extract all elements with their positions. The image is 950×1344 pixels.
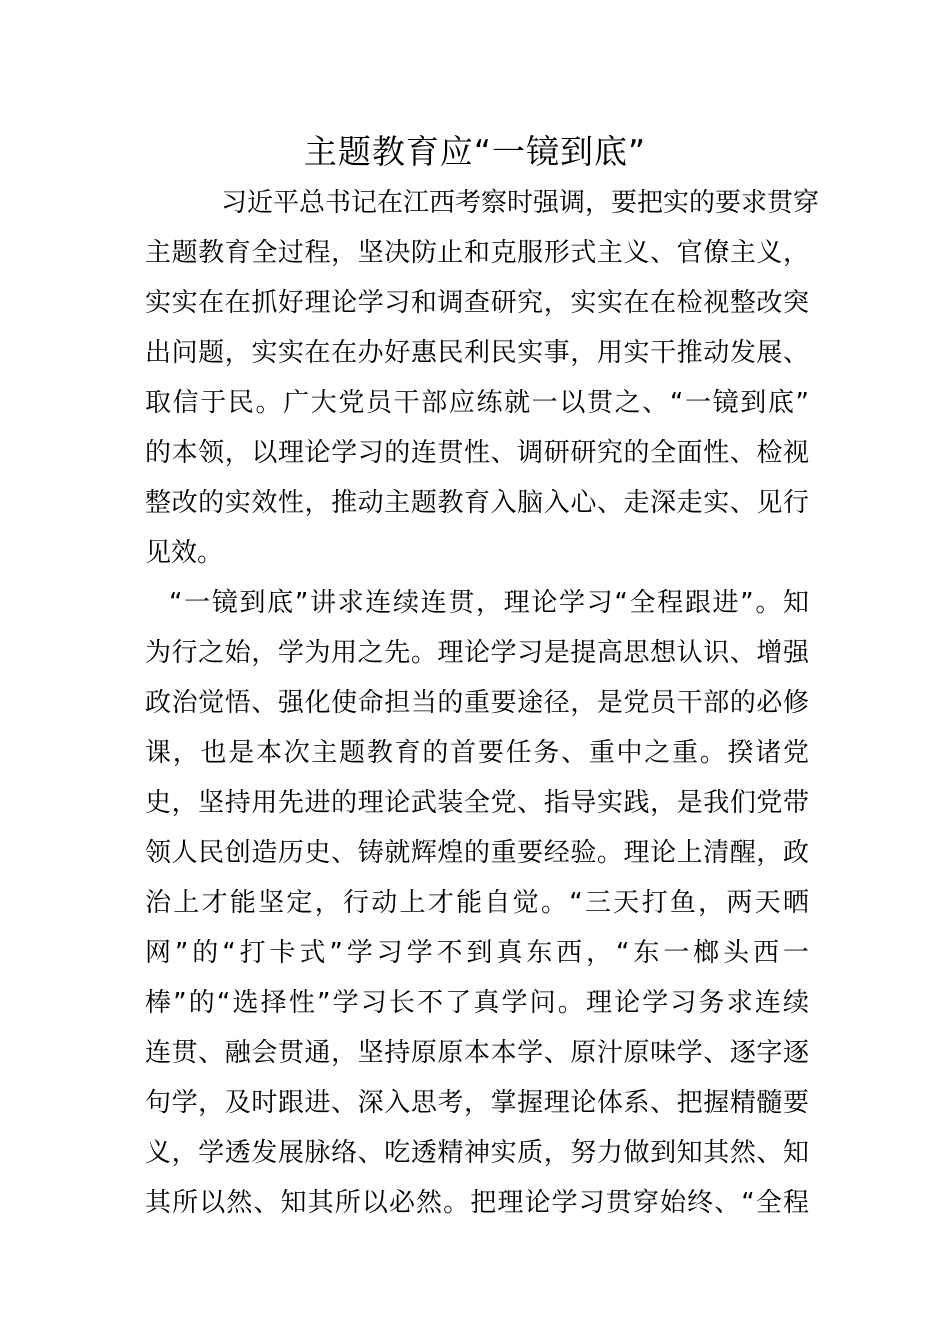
- paragraph-2-line-10: 连贯、融会贯通，坚持原原本本学、原汁原味学、逐字逐: [145, 1038, 809, 1068]
- document-title: 主题教育应“一镜到底”: [303, 132, 647, 171]
- paragraph-2-line-5: 史，坚持用先进的理论武装全党、指导实践，是我们党带: [145, 788, 809, 818]
- paragraph-2-line-13: 其所以然、知其所以必然。把理论学习贯穿始终、“全程: [145, 1188, 809, 1218]
- paragraph-2-line-2: 为行之始，学为用之先。理论学习是提高思想认识、增强: [145, 638, 809, 668]
- paragraph-2-line-11: 句学，及时跟进、深入思考，掌握理论体系、把握精髓要: [145, 1088, 809, 1118]
- paragraph-1-line-4: 出问题，实实在在办好惠民利民实事，用实干推动发展、: [145, 338, 809, 368]
- paragraph-2-line-6: 领人民创造历史、铸就辉煌的重要经验。理论上清醒，政: [145, 838, 809, 868]
- paragraph-2-line-8: 网”的“打卡式”学习学不到真东西，“东一榔头西一: [145, 938, 809, 968]
- paragraph-2-line-9: 棒”的“选择性”学习长不了真学问。理论学习务求连续: [145, 988, 809, 1018]
- paragraph-2-line-1: “一镜到底”讲求连续连贯，理论学习“全程跟进”。知: [169, 588, 809, 618]
- paragraph-1-line-2: 主题教育全过程，坚决防止和克服形式主义、官僚主义，: [145, 238, 809, 268]
- paragraph-1-line-1: 习近平总书记在江西考察时强调，要把实的要求贯穿: [221, 188, 820, 218]
- paragraph-1-line-5: 取信于民。广大党员干部应练就一以贯之、“一镜到底”: [145, 388, 809, 418]
- paragraph-1-line-6: 的本领，以理论学习的连贯性、调研研究的全面性、检视: [145, 438, 809, 468]
- paragraph-2-line-4: 课，也是本次主题教育的首要任务、重中之重。揆诸党: [145, 738, 809, 768]
- paragraph-2-line-12: 义，学透发展脉络、吃透精神实质，努力做到知其然、知: [145, 1138, 809, 1168]
- paragraph-1-line-7: 整改的实效性，推动主题教育入脑入心、走深走实、见行: [145, 488, 809, 518]
- document-body: [145, 178, 820, 1228]
- paragraph-1-line-8: 见效。: [145, 538, 224, 568]
- paragraph-2-line-3: 政治觉悟、强化使命担当的重要途径，是党员干部的必修: [145, 688, 809, 718]
- paragraph-1-line-3: 实实在在抓好理论学习和调查研究，实实在在检视整改突: [145, 288, 809, 318]
- paragraph-2-line-7: 治上才能坚定，行动上才能自觉。“三天打鱼，两天晒: [145, 888, 809, 918]
